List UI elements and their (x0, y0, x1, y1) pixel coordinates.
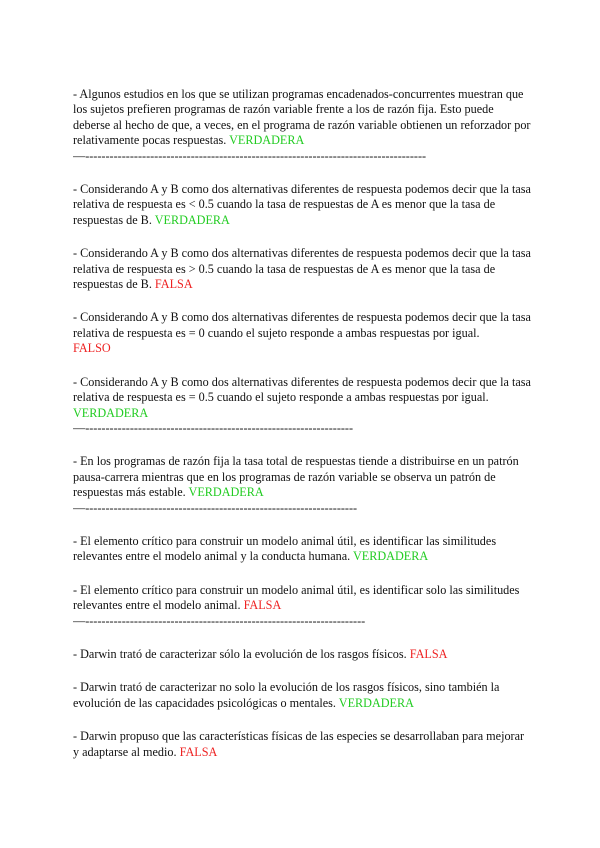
statement-2: - Considerando A y B como dos alternativas diferentes de respuesta podemos decir que la tasa relativa de respuesta es < 0.5 cuando la tasa de respuestas de A es menor que la tasa de respuestas de B. VERDADERA (73, 182, 531, 227)
answer-label: FALSA (409, 646, 448, 661)
answer-label: FALSO (73, 341, 111, 356)
answer-label: FALSA (243, 598, 282, 613)
answer-label: VERDADERA (73, 405, 149, 420)
statement-11: - Darwin propuso que las características físicas de las especies se desarrollaban para mejorar y adaptarse al medio. FALSA (73, 729, 525, 759)
statement-6: - En los programas de razón fija la tasa total de respuestas tiende a distribuirse en un patrón pausa-carrera mientras que en los programas de razón variable se observa un patrón de respuestas más estable. VERDADERA (73, 454, 519, 500)
separator-line: —------------------------------------------------------------------------------------ (73, 148, 427, 163)
answer-label: FALSA (179, 744, 218, 759)
statement-10: - Darwin trató de caracterizar no solo la evolución de los rasgos físicos, sino también la evolución de las capacidades psicológicas o mentales. VERDADERA (73, 680, 500, 710)
statement-3: - Considerando A y B como dos alternativas diferentes de respuesta podemos decir que la tasa relativa de respuesta es > 0.5 cuando la tasa de respuestas de A es menor que la tasa de respuestas de B. FALSA (73, 246, 531, 292)
separator-line: —------------------------------------------------------------------- (73, 500, 358, 515)
answer-label: VERDADERA (338, 695, 414, 710)
separator-line: —--------------------------------------------------------------------- (73, 613, 366, 628)
answer-label: FALSA (154, 277, 193, 292)
statement-8: - El elemento crítico para construir un modelo animal útil, es identificar solo las similitudes relevantes entre el modelo animal. FALSA (73, 582, 520, 613)
document-body (73, 87, 533, 760)
answer-label: VERDADERA (229, 133, 305, 148)
statement-7: - El elemento crítico para construir un modelo animal útil, es identificar las similitudes relevantes entre el modelo animal y la conducta humana. VERDADERA (73, 533, 497, 564)
answer-label: VERDADERA (154, 212, 230, 227)
statement-4: - Considerando A y B como dos alternativas diferentes de respuesta podemos decir que la tasa relativa de respuesta es = 0 cuando el sujeto responde a ambas respuestas por igual. FALSO (73, 310, 531, 356)
statement-5: - Considerando A y B como dos alternativas diferentes de respuesta podemos decir que la tasa relativa de respuesta es = 0.5 cuando el sujeto responde a ambas respuestas por igual. VERDADERA (73, 374, 531, 420)
statement-1: - Algunos estudios en los que se utilizan programas encadenados-concurrentes muestran que los sujetos prefieren programas de razón variable frente a los de razón fija. Esto puede deberse al hecho de que, a veces, en el programa de razón variable obtienen un reforzador por relativamente pocas respuestas. VERDADERA (73, 87, 531, 148)
statement-9: - Darwin trató de caracterizar sólo la evolución de los rasgos físicos. FALSA (73, 646, 448, 661)
separator-line: —------------------------------------------------------------------ (73, 420, 354, 435)
answer-label: VERDADERA (352, 549, 429, 564)
answer-label: VERDADERA (188, 485, 264, 500)
